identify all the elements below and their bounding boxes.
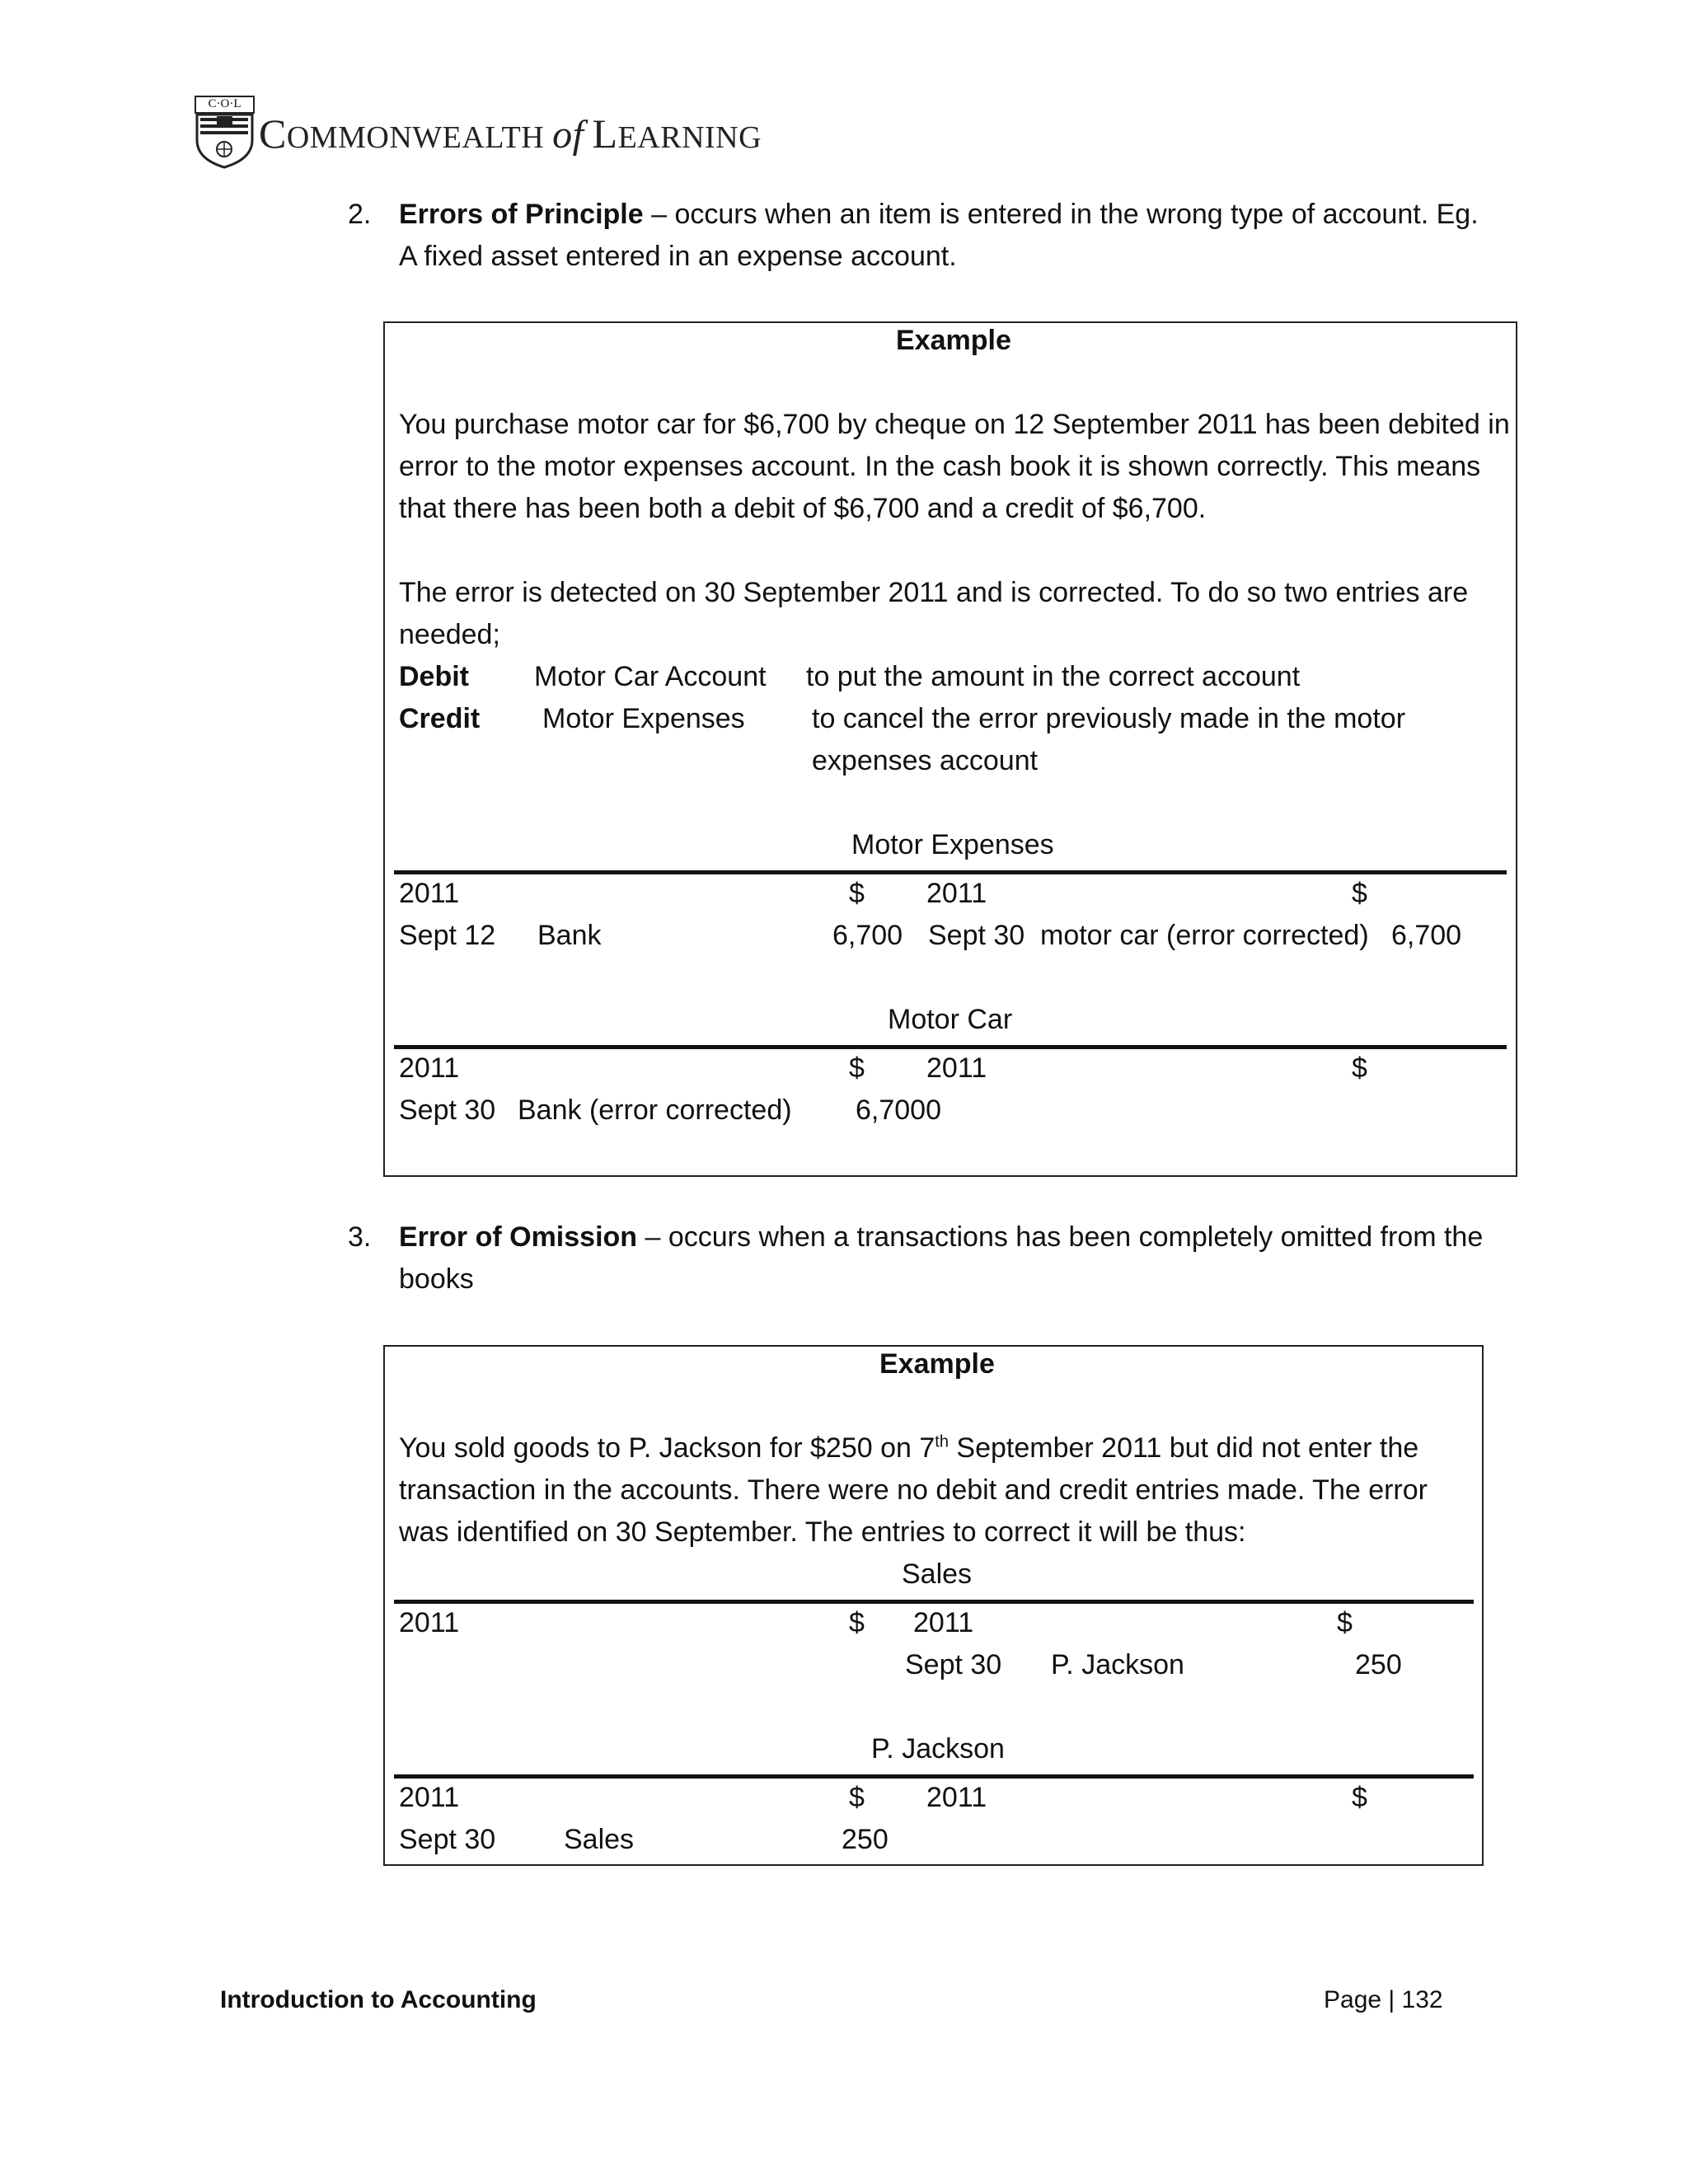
debit-account: Motor Car Account xyxy=(534,661,767,692)
ledger3-right-year: 2011 xyxy=(913,1607,974,1638)
ledger-sales-title: Sales xyxy=(902,1558,973,1590)
example2-para-line1 xyxy=(399,1427,1418,1469)
example2-para-line1-a: You sold goods to P. Jackson for $250 on 7 xyxy=(399,1432,935,1464)
ledger1-right-amount: 6,700 xyxy=(1391,920,1462,951)
ledger1-right-date: Sept 30 xyxy=(928,920,1025,951)
col-wordmark xyxy=(259,110,762,157)
ledger-motor-car-title: Motor Car xyxy=(888,1004,1013,1035)
example2-para-line3: was identified on 30 September. The entries to correct it will be thus: xyxy=(399,1516,1246,1548)
section3-line1 xyxy=(399,1216,1483,1258)
section3-text: – occurs when a transactions has been completely omitted from the xyxy=(637,1221,1484,1253)
ledger1-left-currency: $ xyxy=(849,878,865,909)
example1-para1-line1: You purchase motor car for $6,700 by cheque on 12 September 2011 has been debited in xyxy=(399,409,1510,440)
section3-number: 3. xyxy=(348,1221,372,1253)
example1-para1-line3: that there has been both a debit of $6,700 and a credit of $6,700. xyxy=(399,493,1207,524)
ledger2-left-amount: 6,7000 xyxy=(856,1094,941,1126)
ledger4-left-currency: $ xyxy=(849,1782,865,1813)
credit-description-line2: expenses account xyxy=(812,745,1039,776)
example2-superscript: th xyxy=(935,1432,949,1451)
ledger2-right-currency: $ xyxy=(1352,1052,1367,1084)
ledger4-left-year: 2011 xyxy=(399,1782,460,1813)
credit-label: Credit xyxy=(399,703,481,734)
credit-description-line1: to cancel the error previously made in the motor xyxy=(812,703,1406,734)
ledger3-left-currency: $ xyxy=(849,1607,865,1638)
section3-line2: books xyxy=(399,1263,474,1295)
footer-page-number: Page | 132 xyxy=(1324,1986,1443,2013)
ledger2-left-year: 2011 xyxy=(399,1052,460,1084)
logo-word-learning: EARNING xyxy=(617,120,762,155)
ledger3-right-date: Sept 30 xyxy=(905,1649,1002,1680)
example2-para-line2: transaction in the accounts. There were no debit and credit entries made. The error xyxy=(399,1474,1428,1506)
ledger4-left-date: Sept 30 xyxy=(399,1824,496,1855)
logo-box-text: C·O·L xyxy=(208,97,241,110)
col-logo xyxy=(194,95,256,169)
section2-line2: A fixed asset entered in an expense account. xyxy=(399,241,957,272)
ledger-p-jackson-title: P. Jackson xyxy=(871,1733,1005,1765)
ledger3-right-currency: $ xyxy=(1337,1607,1353,1638)
ledger2-left-date: Sept 30 xyxy=(399,1094,496,1126)
ledger1-left-item: Bank xyxy=(537,920,602,951)
section2-number: 2. xyxy=(348,199,372,230)
ledger1-left-amount: 6,700 xyxy=(832,920,903,951)
example1-title: Example xyxy=(896,325,1011,356)
example1-para2-line1: The error is detected on 30 September 2011 and is corrected. To do so two entries are xyxy=(399,577,1469,608)
example2-title: Example xyxy=(879,1348,995,1380)
section3-term: Error of Omission xyxy=(399,1221,638,1253)
ledger2-left-currency: $ xyxy=(849,1052,865,1084)
section2-line1 xyxy=(399,194,1479,236)
debit-description: to put the amount in the correct account xyxy=(806,661,1301,692)
ledger4-left-item: Sales xyxy=(564,1824,635,1855)
ledger3-right-amount: 250 xyxy=(1355,1649,1402,1680)
ledger4-right-year: 2011 xyxy=(926,1782,987,1813)
debit-label: Debit xyxy=(399,661,469,692)
ledger1-left-year: 2011 xyxy=(399,878,460,909)
ledger3-left-year: 2011 xyxy=(399,1607,460,1638)
logo-of: of xyxy=(552,113,584,157)
ledger4-left-amount: 250 xyxy=(842,1824,889,1855)
ledger2-left-item: Bank (error corrected) xyxy=(518,1094,792,1126)
ledger1-left-date: Sept 12 xyxy=(399,920,496,951)
ledger-motor-expenses-title: Motor Expenses xyxy=(851,829,1054,860)
example1-para1-line2: error to the motor expenses account. In the cash book it is shown correctly. This means xyxy=(399,451,1481,482)
section2-text: – occurs when an item is entered in the wrong type of account. Eg. xyxy=(643,199,1479,230)
footer-course-title: Introduction to Accounting xyxy=(220,1986,537,2013)
logo-initial-c: C xyxy=(259,110,287,157)
section2-term: Errors of Principle xyxy=(399,199,644,230)
example2-para-line1-b: September 2011 but did not enter the xyxy=(948,1432,1419,1464)
example1-para2-line2: needed; xyxy=(399,619,500,650)
logo-word-commonwealth: OMMONWEALTH xyxy=(286,120,545,155)
ledger4-right-currency: $ xyxy=(1352,1782,1367,1813)
logo-initial-l: L xyxy=(592,110,618,157)
ledger1-right-currency: $ xyxy=(1352,878,1367,909)
ledger1-right-item: motor car (error corrected) xyxy=(1040,920,1369,951)
ledger2-right-year: 2011 xyxy=(926,1052,987,1084)
ledger1-right-year: 2011 xyxy=(926,878,987,909)
ledger3-right-item: P. Jackson xyxy=(1051,1649,1184,1680)
credit-account: Motor Expenses xyxy=(542,703,745,734)
